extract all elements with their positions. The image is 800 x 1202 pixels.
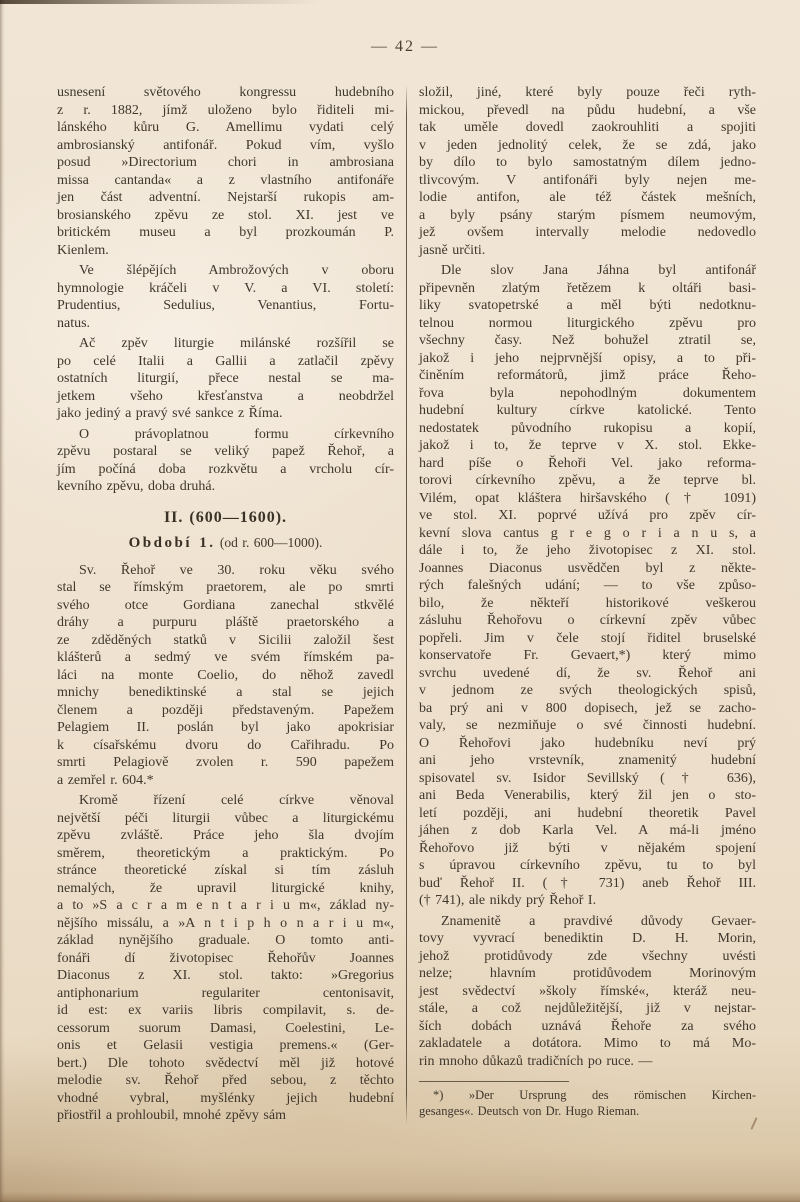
text-line: z r. 1882, jímž uloženo bylo řiditeli mi- — [57, 102, 394, 118]
text-line: k císařskému dvoru do Cařihradu. Po — [57, 737, 394, 753]
text-line: základ nynějšího graduale. O tomto anti- — [57, 933, 394, 948]
paragraph — [57, 84, 394, 259]
text-line: jen část adventní. Nejstarší rukopis am- — [57, 190, 394, 205]
right-column — [419, 84, 756, 1125]
text-line: fonáři dí životopisec Řehořův Joannes — [57, 950, 394, 966]
text-line: ostatních liturgií, přece nestal se ma- — [57, 371, 394, 386]
text-line: smrti Pelagiově zvolen r. 590 papežem — [57, 755, 394, 770]
text-line: missa cantanda« a z vlastního antifonáře — [57, 172, 394, 188]
text-line: nelze; hlavním protidůvodem Morinovým — [419, 966, 756, 981]
text-line: směrem, theoretickým a praktickým. Po — [57, 845, 394, 861]
text-line: jetkem všeho křesťanstva a neobdržel — [57, 388, 394, 404]
text-line: a byly psány starým písmem neumovým, — [419, 207, 756, 223]
text-line: posud »Directorium chori in ambrosiana — [57, 155, 394, 170]
text-line: přiostřil a prohloubil, mnohé zpěvy sám — [57, 1108, 286, 1123]
text-line: připevněn zlatým řetězem k oltáři basi- — [419, 280, 756, 296]
scan-edge-bottom — [0, 1192, 800, 1202]
period-subheading-title: Období 1. — [128, 534, 216, 551]
text-line: jako jediný a pravý své sankce z Říma. — [57, 406, 283, 421]
text-line: ambrosianský antifonář. Pokud vím, vyšlo — [57, 137, 394, 153]
period-subheading-range: (od r. 600—1000). — [215, 534, 323, 550]
text-line: a to »S a c r a m e n t a r i u m«, základ ny- — [57, 898, 394, 913]
text-line: O právoplatnou formu církevního — [79, 426, 394, 442]
text-line: buď Řehoř II. († 731) aneb Řehoř III. — [419, 875, 756, 891]
text-line: a zemřel r. 604.* — [57, 772, 154, 788]
text-line: O Řehořovi jako hudebníku neví prý — [419, 735, 756, 751]
section-heading: II. (600—1600). — [163, 508, 288, 526]
text-line: ze zděděných statků v Sicilii založil šest — [57, 632, 394, 648]
paragraph — [57, 262, 394, 332]
text-line: by dílo to bylo samostatným dílem jedno- — [419, 155, 756, 170]
text-line: rých falešných udání; — to vše způso- — [419, 578, 756, 593]
paragraph — [57, 792, 394, 1125]
text-line: ani jeho vrstevník, znamenitý hudební — [419, 753, 756, 768]
text-line: Ve šlépějích Ambrožových v oboru — [79, 263, 394, 278]
text-line: stále, a což nejdůležitější, již v nejstar- — [419, 1001, 756, 1016]
text-line: zpěvu zvláště. Práce jeho šla dvojím — [57, 828, 394, 843]
paragraph — [419, 262, 756, 910]
text-line: jakož i jeho nejprvnější opisy, a to při- — [419, 350, 756, 366]
text-line: telnou normou liturgického zpěvu pro — [419, 315, 756, 331]
text-line: složil, jiné, které byly pouze řeči ryth- — [419, 85, 756, 100]
text-line: Joannes Diaconus usvědčen byl z někte- — [419, 560, 756, 576]
text-line: stránce theoretické získal si tím zásluh — [57, 863, 394, 878]
text-line: natus. — [57, 315, 91, 331]
text-line: jest svědectví »školy římské«, kteráž neu- — [419, 983, 756, 999]
text-line: liky svatopetrské a měl býti nedotknu- — [419, 298, 756, 313]
text-line: Prudentius, Sedulius, Venantius, Fortu- — [57, 298, 394, 313]
text-line: Diaconus z XI. stol. takto: »Gregorius — [57, 968, 394, 983]
text-line: lánského kůru G. Amellimu vydati celý — [57, 120, 394, 135]
text-line: antiphonarium regulariter centonisavit, — [57, 985, 394, 1001]
paragraph — [419, 84, 756, 259]
text-line: ve stol. XI. poprvé užívá pro zpěv cír- — [419, 508, 756, 523]
text-line: vhodné vybral, myšlénky jejich hudební — [57, 1090, 394, 1106]
footnote-rule — [419, 1081, 569, 1082]
text-line: po celé Italii a Gallii a zatlačil zpěvy — [57, 353, 394, 369]
text-line: Dle slov Jana Jáhna byl antifonář — [441, 263, 756, 278]
text-line: Řehořovo již býti v nějakém spojení — [419, 840, 756, 856]
text-line: činěním reformátorů, jimž práce Řeho- — [419, 368, 756, 383]
text-line: cessorum suorum Damasi, Coelestini, Le- — [57, 1020, 394, 1036]
footnote — [419, 1087, 756, 1119]
text-line: tlivcovým. V antifonáři byly nejen me- — [419, 172, 756, 188]
text-line: nějšího missálu, a »A n t i p h o n a r i u m«, — [57, 915, 394, 931]
text-line: zakladatele a dotátora. Mimo to má Mo- — [419, 1036, 756, 1051]
period-subheading — [57, 533, 394, 553]
text-line: Vilém, opat kláštera hiršavského († 1091) — [419, 490, 756, 506]
text-line: mickou, převedl na půdu hudební, a vše — [419, 102, 756, 118]
text-line: dále i to, že jeho životopisec z XI. stol. — [419, 543, 756, 558]
text-line: svrchu uvedené dí, že sv. Řehoř ani — [419, 665, 756, 681]
text-line: nedostatek původního rukopisu a kopií, — [419, 420, 756, 436]
text-line: konservatoře Fr. Gevaert,*) který mimo — [419, 648, 756, 663]
text-line: zpěvu postaral se veliký papež Řehoř, a — [57, 444, 394, 459]
text-line: jasně určiti. — [419, 242, 486, 258]
text-line: všechny časy. Než bohužel ztratil se, — [419, 333, 756, 348]
column-divider-rule — [406, 84, 407, 1125]
text-line: největší péči liturgii vůbec a liturgickému — [57, 810, 394, 826]
text-line: stal se římským praetorem, ale po smrti — [57, 580, 394, 595]
text-line: gesanges«. Deutsch von Dr. Hugo Rieman. — [419, 1104, 640, 1118]
text-line: hard píše o Řehoři Vel. jako reforma- — [419, 455, 756, 471]
text-line: tak uměle dovedl zaokrouhliti a spojiti — [419, 120, 756, 135]
text-columns — [57, 84, 756, 1125]
text-line: popřeli. Jim v čele stojí řiditel bruselské — [419, 630, 756, 646]
paragraph — [419, 913, 756, 1071]
text-line: ani Beda Venerabilis, který žil jen o sto- — [419, 788, 756, 803]
paragraph — [57, 335, 394, 423]
text-line: Pelagiem II. poslán byl jako apokrisiar — [57, 720, 394, 735]
text-line: kevního zpěvu, doba druhá. — [57, 479, 216, 494]
text-line: v jeden jednolitý celek, že se zdá, jako — [419, 137, 756, 153]
left-column — [57, 84, 394, 1125]
text-line: hudební kultury církve katolické. Tento — [419, 403, 756, 418]
text-line: kevní slova cantus g r e g o r i a n u s, a — [419, 525, 756, 541]
text-line: tovy vyvrací benediktin D. H. Morin, — [419, 931, 756, 946]
text-line: mnichy benediktinské a stal se jejich — [57, 685, 394, 700]
text-line: jáhen z dob Karla Vel. A má-li jméno — [419, 823, 756, 838]
paragraph — [57, 426, 394, 496]
text-line: Znamenitě a pravdivé důvody Gevaer- — [441, 913, 756, 929]
text-line: onis et Gelasii vestigia premens.« (Ger- — [57, 1038, 394, 1053]
text-line: bert.) Dle tohoto svědectví měl již hotové — [57, 1055, 394, 1071]
scan-edge-top — [0, 0, 320, 4]
text-line: spisovatel sv. Isidor Sevillský († 636), — [419, 770, 756, 786]
text-line: rin mnoho důkazů tradičních po ruce. — — [419, 1053, 653, 1069]
text-line: nemalých, že upravil liturgické knihy, — [57, 880, 394, 896]
paragraph — [57, 562, 394, 790]
text-line: bilo, že někteří historikové veškerou — [419, 595, 756, 611]
text-line: († 741), ale nikdy prý Řehoř I. — [419, 893, 597, 908]
text-line: Kienlem. — [57, 242, 109, 258]
text-line: letí později, ani hudební theoretik Pavel — [419, 805, 756, 821]
text-line: jakož i to, že teprve v X. stol. Ekke- — [419, 438, 756, 453]
text-line: melodie sv. Řehoř před sebou, z těchto — [57, 1073, 394, 1088]
text-line: dráhy a purpuru pláště praetorského a — [57, 615, 394, 630]
text-line: Kromě řízení celé církve věnoval — [79, 793, 394, 808]
text-line: ba prý ani v 800 dopisech, jež se zacho- — [419, 700, 756, 716]
text-line: Ač zpěv liturgie milánské rozšířil se — [79, 336, 394, 351]
text-line: zásluhu Řehořovu o církevní zpěv vůbec — [419, 613, 756, 628]
page-number: — 42 — — [371, 38, 439, 55]
text-line: valy, se nezmiňuje o své činnosti hudební. — [419, 718, 756, 733]
text-line: hymnologie kráčeli v V. a VI. století: — [57, 280, 394, 296]
text-line: brosianského zpěvu ze stol. XI. jest ve — [57, 207, 394, 223]
text-line: Sv. Řehoř ve 30. roku věku svého — [79, 562, 394, 578]
text-line: usnesení světového kongressu hudebního — [57, 85, 394, 100]
text-line: řova byla nepohodlným dokumentem — [419, 385, 756, 401]
text-line: jež ovšem intervally melodie nedovedlo — [419, 225, 756, 240]
text-line: svého otce Gordiana zanechal stkvělé — [57, 597, 394, 613]
text-line: ších dobách uznává Řehoře za svého — [419, 1018, 756, 1034]
text-line: jehož protidůvody zde všechny uvésti — [419, 948, 756, 964]
text-line: s úpravou církevního zpěvu, tu to byl — [419, 858, 756, 873]
scan-edge-left — [0, 0, 5, 1202]
text-line: britickém museu a byl prozkoumán P. — [57, 225, 394, 240]
text-line: id est: ex variis libris compilavit, s. de- — [57, 1003, 394, 1018]
text-line: jím počíná doba rozkvětu a vrcholu cír- — [57, 461, 394, 477]
text-line: v jednom ze svých theologických spisů, — [419, 683, 756, 698]
text-line: láci na monte Coelio, do něhož zavedl — [57, 667, 394, 683]
text-line: členem a později představeným. Papežem — [57, 702, 394, 718]
text-line: lodie antifon, ale též částek mešních, — [419, 190, 756, 205]
text-line: torovi církevního zpěvu, a že teprve bl. — [419, 473, 756, 488]
text-line: *) »Der Ursprung des römischen Kirchen- — [433, 1088, 756, 1102]
text-line: klášterů a sedmý ve svém římském pa- — [57, 650, 394, 665]
